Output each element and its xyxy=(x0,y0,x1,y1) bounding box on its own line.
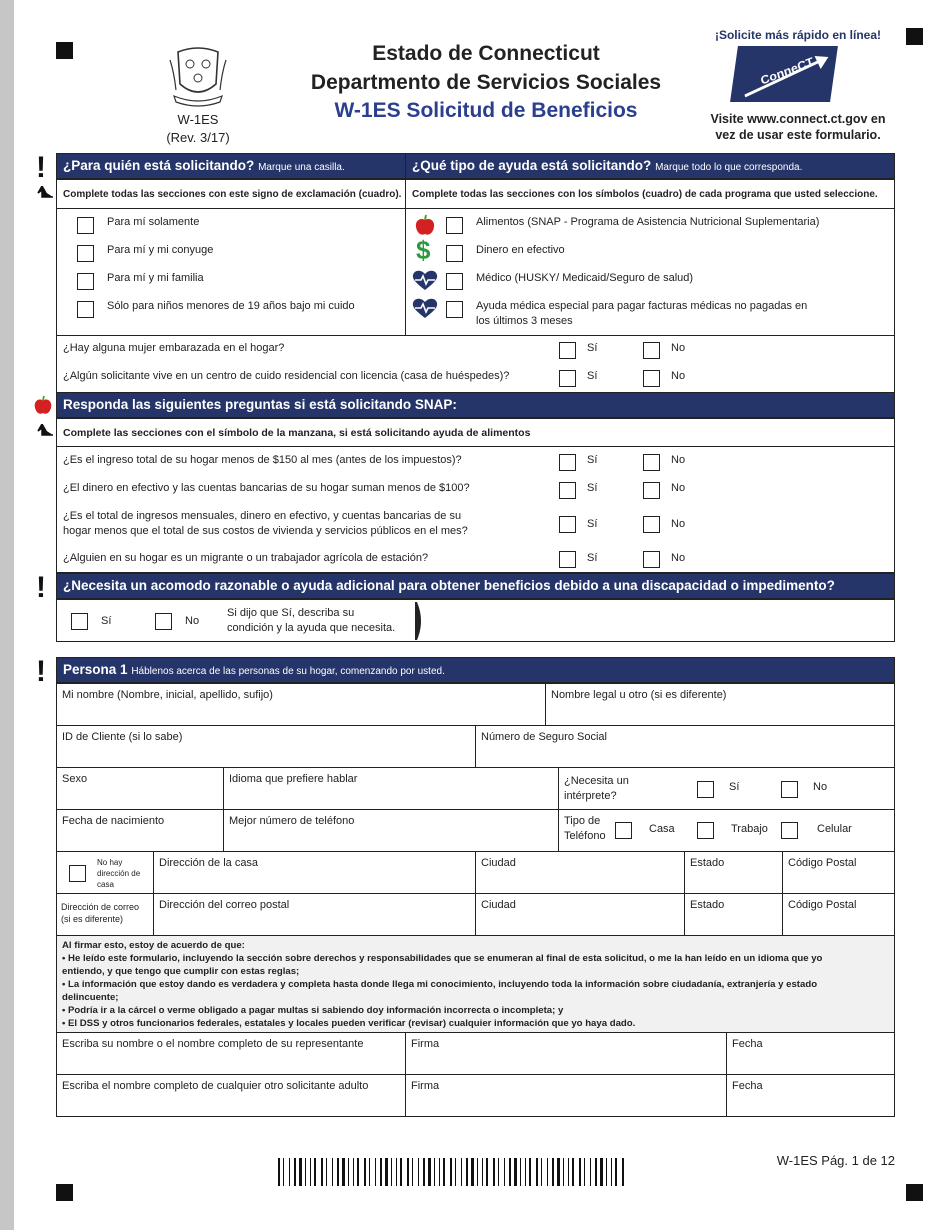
label-yes: Sí xyxy=(587,552,598,564)
label-yes: Sí xyxy=(587,482,598,494)
checkbox-accommodation-yes[interactable] xyxy=(71,613,88,630)
label-no: No xyxy=(671,482,686,494)
section-what-options xyxy=(405,208,895,336)
language-field[interactable] xyxy=(223,767,559,810)
registration-mark xyxy=(56,1184,73,1201)
section-what-header xyxy=(405,153,895,179)
phone-home-label: Casa xyxy=(649,823,675,835)
checkbox-pregnant-yes[interactable] xyxy=(559,342,576,359)
registration-mark xyxy=(906,28,923,45)
other-applicant-name-field[interactable] xyxy=(56,1074,406,1117)
mailing-state-field[interactable] xyxy=(684,893,783,936)
home-address-label: Dirección de la casa xyxy=(159,857,259,869)
checkbox-food-snap[interactable] xyxy=(446,217,463,234)
label-no: No xyxy=(671,552,686,564)
section-what-instruction: Complete todas las secciones con los símbolos (cuadro) de cada programa que usted seleccione. xyxy=(412,189,878,200)
return-arrow-icon xyxy=(36,424,54,436)
mailing-address-field[interactable] xyxy=(153,893,476,936)
checkbox-accommodation-no[interactable] xyxy=(155,613,172,630)
city-label: Ciudad xyxy=(481,899,516,911)
barcode-icon xyxy=(278,1158,628,1186)
snap-question-income: ¿Es el ingreso total de su hogar menos de $150 al mes (antes de los impuestos)? xyxy=(63,454,462,466)
language-label: Idioma que prefiere hablar xyxy=(229,773,358,785)
phone-type-cell xyxy=(558,809,895,852)
accommodation-description-field[interactable] xyxy=(429,602,893,640)
option-self-only: Para mí solamente xyxy=(107,216,200,228)
person1-subtitle: Háblenos acerca de las personas de su hogar, comenzando por usted. xyxy=(131,666,445,677)
dob-field[interactable] xyxy=(56,809,224,852)
name-label: Mi nombre (Nombre, inicial, apellido, sufijo) xyxy=(62,689,273,701)
phone-field[interactable] xyxy=(223,809,559,852)
snap-instruction: Complete las secciones con el símbolo de la manzana, si está solicitando ayuda de alimentos xyxy=(63,427,531,439)
no-address-label: No hay xyxy=(97,858,123,867)
legal-name-label: Nombre legal u otro (si es diferente) xyxy=(551,689,727,701)
checkbox-migrant-yes[interactable] xyxy=(559,551,576,568)
agreement-bullet-2: • La información que estoy dando es verdadera y completa hasta donde llega mi conocimiento, incluyendo toda la información sobre ciudadanía, extranjería y estado xyxy=(62,979,818,990)
exclamation-icon: ! xyxy=(36,151,46,184)
phone-type-label: Tipo de xyxy=(564,815,601,827)
phone-type-label-cont: Teléfono xyxy=(564,830,606,842)
checkbox-costs-no[interactable] xyxy=(643,516,660,533)
checkbox-phone-home[interactable] xyxy=(615,822,632,839)
checkbox-self-spouse[interactable] xyxy=(77,245,94,262)
connect-logo-text: ConneCT xyxy=(759,54,815,88)
date-field[interactable] xyxy=(726,1032,895,1075)
home-zip-field[interactable] xyxy=(782,851,895,894)
signature-label: Firma xyxy=(411,1038,440,1050)
accommodation-header xyxy=(56,573,895,599)
signature-label: Firma xyxy=(411,1080,440,1092)
label-yes: Sí xyxy=(587,370,598,382)
interpreter-label-cont: intérprete? xyxy=(564,790,617,802)
online-tagline: ¡Solicite más rápido en línea! xyxy=(714,28,882,42)
zip-label: Código Postal xyxy=(788,899,857,911)
agreement-bullet-1-cont: entiendo, y que tengo que cumplir con estas reglas; xyxy=(62,966,300,977)
label-yes: Sí xyxy=(587,518,598,530)
option-children-only: Sólo para niños menores de 19 años bajo mi cuido xyxy=(107,300,355,312)
visit-website-text[interactable]: Visite www.connect.ct.gov en vez de usar este formulario. xyxy=(710,112,886,142)
mailing-zip-field[interactable] xyxy=(782,893,895,936)
checkbox-interpreter-yes[interactable] xyxy=(697,781,714,798)
checkbox-cash-yes[interactable] xyxy=(559,482,576,499)
header-state: Estado de Connecticut xyxy=(372,42,600,65)
accommodation-answer xyxy=(56,599,895,642)
pointer-arrow-icon xyxy=(415,602,427,640)
checkbox-pregnant-no[interactable] xyxy=(643,342,660,359)
household-questions xyxy=(56,335,895,393)
person1-header xyxy=(56,657,895,683)
checkbox-self-family[interactable] xyxy=(77,273,94,290)
checkbox-cash[interactable] xyxy=(446,245,463,262)
snap-question-costs-cont: hogar menos que el total de sus costos de vivienda y servicios públicos en el mes? xyxy=(63,525,468,537)
checkbox-migrant-no[interactable] xyxy=(643,551,660,568)
name-field[interactable] xyxy=(56,683,546,726)
question-residential-care: ¿Algún solicitante vive en un centro de cuido residencial con licencia (casa de huéspedes)? xyxy=(63,370,510,382)
option-medical: Médico (HUSKY/ Medicaid/Seguro de salud) xyxy=(476,272,694,284)
snap-question-cash: ¿El dinero en efectivo y las cuentas bancarias de su hogar suman menos de $100? xyxy=(63,482,470,494)
section-who-header xyxy=(56,153,406,179)
option-cash: Dinero en efectivo xyxy=(476,244,565,256)
section-what-title: ¿Qué tipo de ayuda está solicitando? xyxy=(412,158,652,173)
no-address-label-cont: dirección de xyxy=(97,869,141,878)
legal-name-field[interactable] xyxy=(545,683,895,726)
checkbox-costs-yes[interactable] xyxy=(559,516,576,533)
mailing-city-field[interactable] xyxy=(475,893,685,936)
snap-question-migrant: ¿Alguien en su hogar es un migrante o un trabajador agrícola de estación? xyxy=(63,552,429,564)
return-arrow-icon xyxy=(36,186,54,198)
apple-icon xyxy=(33,394,53,416)
section-who-options xyxy=(56,208,406,336)
label-no: No xyxy=(671,370,686,382)
home-city-field[interactable] xyxy=(475,851,685,894)
sex-field[interactable] xyxy=(56,767,224,810)
representative-name-field[interactable] xyxy=(56,1032,406,1075)
checkbox-no-address[interactable] xyxy=(69,865,86,882)
label-yes: Sí xyxy=(729,781,740,793)
phone-cell-label: Celular xyxy=(817,823,852,835)
label-yes: Sí xyxy=(587,342,598,354)
page-title: W-1ES Solicitud de Beneficios xyxy=(334,99,638,122)
mailing-label-cont: (si es diferente) xyxy=(61,914,124,924)
checkbox-special-medical[interactable] xyxy=(446,301,463,318)
left-margin-bar xyxy=(0,0,14,1230)
zip-label: Código Postal xyxy=(788,857,857,869)
registration-mark xyxy=(906,1184,923,1201)
checkbox-medical[interactable] xyxy=(446,273,463,290)
snap-header xyxy=(56,392,895,418)
date-label: Fecha xyxy=(732,1038,763,1050)
home-state-field[interactable] xyxy=(684,851,783,894)
page-number: W-1ES Pág. 1 de 12 xyxy=(776,1153,895,1168)
label-no: No xyxy=(671,454,686,466)
other-signature-field[interactable] xyxy=(405,1074,727,1117)
agreement-bullet-4: • El DSS y otros funcionarios federales, estatales y locales pueden verificar (revisar) cualquier información que yo haya dado. xyxy=(62,1018,636,1029)
section-who-title: ¿Para quién está solicitando? xyxy=(63,158,255,173)
label-no: No xyxy=(813,781,828,793)
interpreter-label: ¿Necesita un xyxy=(564,775,629,787)
client-id-label: ID de Cliente (si lo sabe) xyxy=(62,731,183,743)
label-yes: Sí xyxy=(101,615,112,627)
sex-label: Sexo xyxy=(62,773,88,785)
mailing-label: Dirección de correo xyxy=(61,902,140,912)
checkbox-income-no[interactable] xyxy=(643,454,660,471)
accommodation-describe: Si dijo que Sí, describa su xyxy=(227,607,355,619)
signature-field[interactable] xyxy=(405,1032,727,1075)
label-no: No xyxy=(185,615,200,627)
snap-questions xyxy=(56,446,895,573)
section-what-subtitle: Marque todo lo que corresponda. xyxy=(655,162,803,173)
option-self-spouse: Para mí y mi conyuge xyxy=(107,244,214,256)
snap-question-costs: ¿Es el total de ingresos mensuales, dinero en efectivo, y cuentas bancarias de su xyxy=(63,510,462,522)
client-id-field[interactable] xyxy=(56,725,476,768)
section-what-instruction-cell xyxy=(405,179,895,209)
exclamation-icon: ! xyxy=(36,655,46,688)
label-yes: Sí xyxy=(587,454,598,466)
checkbox-residential-no[interactable] xyxy=(643,370,660,387)
accommodation-describe-cont: condición y la ayuda que necesita. xyxy=(227,622,396,634)
checkbox-children-only[interactable] xyxy=(77,301,94,318)
snap-title: Responda las siguientes preguntas si está solicitando SNAP: xyxy=(63,397,457,412)
checkbox-phone-cell[interactable] xyxy=(781,822,798,839)
form-id: W-1ES xyxy=(177,112,219,127)
connect-logo[interactable] xyxy=(730,46,838,102)
checkbox-cash-no[interactable] xyxy=(643,482,660,499)
checkbox-phone-work[interactable] xyxy=(697,822,714,839)
state-label: Estado xyxy=(690,899,725,911)
date-label: Fecha xyxy=(732,1080,763,1092)
snap-instruction-cell xyxy=(56,418,895,447)
checkbox-self-only[interactable] xyxy=(77,217,94,234)
no-address-cell xyxy=(56,851,154,894)
other-applicant-name-label: Escriba el nombre completo de cualquier otro solicitante adulto xyxy=(62,1080,369,1092)
state-seal-icon xyxy=(166,44,230,110)
section-who-instruction: Complete todas las secciones con este signo de exclamación (cuadro). xyxy=(63,189,402,200)
dob-label: Fecha de nacimiento xyxy=(62,815,165,827)
phone-work-label: Trabajo xyxy=(731,823,768,835)
checkbox-income-yes[interactable] xyxy=(559,454,576,471)
label-no: No xyxy=(671,342,686,354)
city-label: Ciudad xyxy=(481,857,516,869)
phone-label: Mejor número de teléfono xyxy=(229,815,355,827)
no-address-label-end: casa xyxy=(97,880,114,889)
representative-name-label: Escriba su nombre o el nombre completo de su representante xyxy=(62,1038,364,1050)
state-label: Estado xyxy=(690,857,725,869)
ssn-field[interactable] xyxy=(475,725,895,768)
heart-pulse-icon xyxy=(412,269,438,291)
interpreter-cell xyxy=(558,767,895,810)
exclamation-icon: ! xyxy=(36,571,46,604)
agreement-bullet-2-cont: delincuente; xyxy=(62,992,119,1003)
dollar-icon: $ xyxy=(416,235,431,265)
option-food-snap: Alimentos (SNAP - Programa de Asistencia Nutricional Suplementaria) xyxy=(476,216,820,228)
registration-mark xyxy=(56,42,73,59)
agreement-bullet-1: • He leído este formulario, incluyendo la sección sobre derechos y responsabilidades que se enumeran al final de esta solicitud, o me la han leído en un idioma que yo xyxy=(62,953,823,964)
header-department: Departmento de Servicios Sociales xyxy=(310,71,662,94)
home-address-field[interactable] xyxy=(153,851,476,894)
agreement-box xyxy=(56,935,895,1033)
heart-pulse-icon xyxy=(412,297,438,319)
checkbox-interpreter-no[interactable] xyxy=(781,781,798,798)
ssn-label: Número de Seguro Social xyxy=(481,731,607,743)
mailing-label-cell xyxy=(56,893,154,936)
section-who-subtitle: Marque una casilla. xyxy=(258,162,345,173)
checkbox-residential-yes[interactable] xyxy=(559,370,576,387)
agreement-intro: Al firmar esto, estoy de acuerdo de que: xyxy=(62,940,245,951)
option-special-medical-cont: los últimos 3 meses xyxy=(476,315,573,327)
person1-title: Persona 1 xyxy=(63,662,128,677)
form-revision: (Rev. 3/17) xyxy=(166,130,230,145)
option-self-family: Para mí y mi familia xyxy=(107,272,204,284)
other-date-field[interactable] xyxy=(726,1074,895,1117)
question-pregnant: ¿Hay alguna mujer embarazada en el hogar? xyxy=(63,342,285,354)
agreement-bullet-3: • Podría ir a la cárcel o verme obligado a pagar multas si sabiendo doy información incorrecta o incompleta; y xyxy=(62,1005,564,1016)
label-no: No xyxy=(671,518,686,530)
section-who-instruction-cell xyxy=(56,179,406,209)
accommodation-title: ¿Necesita un acomodo razonable o ayuda adicional para obtener beneficios debido a una discapacidad o impedimento? xyxy=(63,578,835,593)
apple-icon xyxy=(414,213,436,237)
mailing-address-label: Dirección del correo postal xyxy=(159,899,290,911)
option-special-medical: Ayuda médica especial para pagar facturas médicas no pagadas en xyxy=(476,300,808,312)
